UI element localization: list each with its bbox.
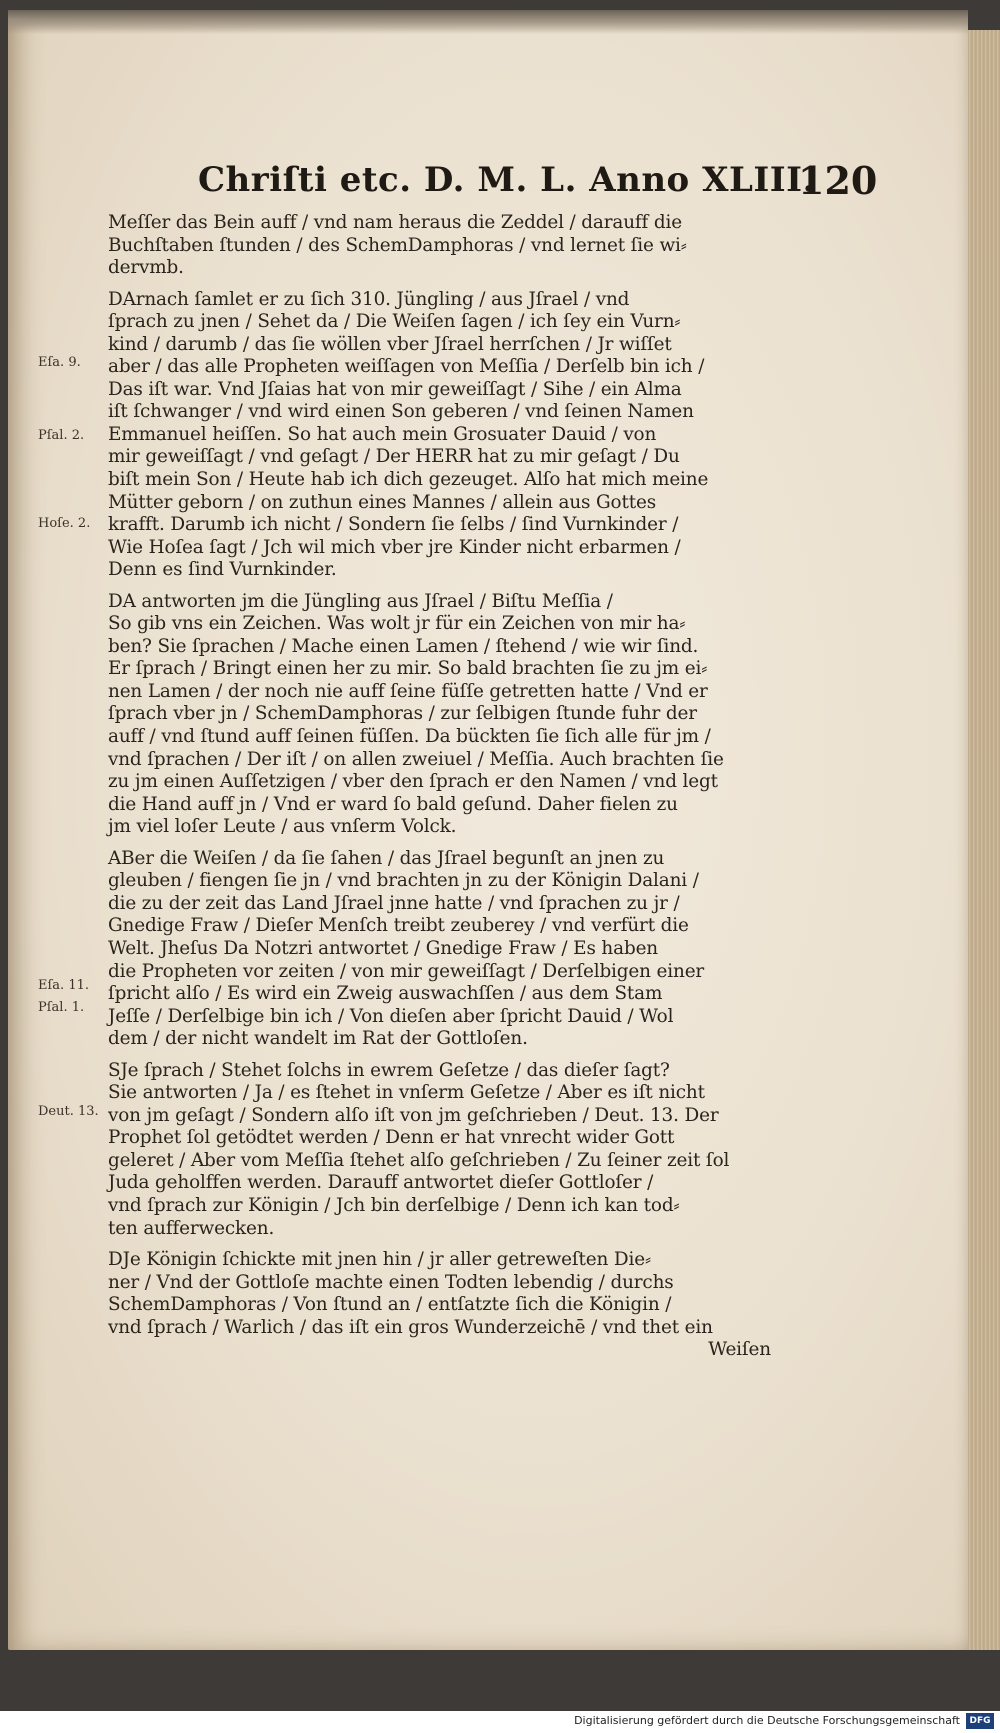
text-line: geleret / Aber vom Meſſia ſtehet alſo geſchrieben / Zu ſeiner zeit ſol xyxy=(108,1149,730,1171)
text-line: jm viel loſer Leute / aus vnſerm Volck. xyxy=(108,816,457,838)
text-line: Buchſtaben ſtunden / des SchemDamphoras / vnd lernet ſie wi⸗ xyxy=(108,234,687,256)
text-line: die Propheten vor zeiten / von mir geweiſſagt / Derſelbigen einer xyxy=(108,960,705,982)
margin-note: Deut. 13. xyxy=(38,1104,99,1119)
margin-note: Hoſe. 2. xyxy=(38,516,91,531)
text-line: Emmanuel heiſſen. So hat auch mein Grosuater Dauid / von xyxy=(108,423,657,445)
margin-notes xyxy=(38,10,98,1610)
text-line: dervmb. xyxy=(108,257,184,279)
body-text xyxy=(108,212,773,1339)
book-page xyxy=(8,10,968,1650)
paragraph xyxy=(108,212,773,280)
page-number: 120 xyxy=(798,158,878,203)
paragraph-gap xyxy=(108,1240,773,1249)
paragraph-gap xyxy=(108,839,773,848)
page-top-edge xyxy=(8,10,968,34)
text-line: die zu der zeit das Land Jſrael jnne hatte / vnd ſprachen zu jr / xyxy=(108,892,680,914)
text-line: DJe Königin ſchickte mit jnen hin / jr aller getreweſten Die⸗ xyxy=(108,1249,651,1271)
text-line: die Hand auff jn / Vnd er ward ſo bald geſund. Daher fielen zu xyxy=(108,793,678,815)
footer-bar xyxy=(0,1711,1000,1733)
text-line: Gnedige Fraw / Dieſer Menſch treibt zeuberey / vnd verfürt die xyxy=(108,915,689,937)
footer-credit: Digitalisierung gefördert durch die Deutsche Forschungsgemeinschaft xyxy=(574,1714,960,1727)
text-line: vnd ſprach / Warlich / das iſt ein gros Wunderzeichē / vnd thet ein xyxy=(108,1316,713,1338)
text-line: vnd ſprachen / Der iſt / on allen zweiuel / Meſſia. Auch brachten ſie xyxy=(108,748,724,770)
text-line: ten aufferwecken. xyxy=(108,1217,275,1239)
text-line: aber / das alle Propheten weiſſagen von Meſſia / Derſelb bin ich / xyxy=(108,356,705,378)
catchword: Weiſen xyxy=(708,1339,771,1361)
text-line: ner / Vnd der Gottloſe machte einen Todten lebendig / durchs xyxy=(108,1271,674,1293)
text-line: nen Lamen / der noch nie auff ſeine füſſe getretten hatte / Vnd er xyxy=(108,680,708,702)
margin-note: Pſal. 2. xyxy=(38,428,85,443)
text-line: ſprach vber jn / SchemDamphoras / zur ſelbigen ſtunde fuhr der xyxy=(108,703,697,725)
text-line: von jm geſagt / Sondern alſo iſt von jm geſchrieben / Deut. 13. Der xyxy=(108,1104,719,1126)
paragraph xyxy=(108,848,773,1051)
margin-note: Eſa. 11. xyxy=(38,978,89,993)
paragraph-gap xyxy=(108,582,773,591)
text-line: Jeſſe / Derſelbige bin ich / Von dieſen aber ſpricht Dauid / Wol xyxy=(108,1005,674,1027)
paragraph xyxy=(108,591,773,839)
text-line: Meſſer das Bein auff / vnd nam heraus die Zeddel / darauff die xyxy=(108,212,682,233)
text-line: ABer die Weiſen / da ſie ſahen / das Jſrael begunſt an jnen zu xyxy=(108,847,665,869)
text-line: Denn es ſind Vurnkinder. xyxy=(108,559,337,581)
margin-note: Eſa. 9. xyxy=(38,355,81,370)
paragraph xyxy=(108,289,773,582)
text-line: ſpricht alſo / Es wird ein Zweig auswachſſen / aus dem Stam xyxy=(108,983,663,1005)
text-line: DA antworten jm die Jüngling aus Jſrael / Biſtu Meſſia / xyxy=(108,590,613,612)
text-line: vnd ſprach zur Königin / Jch bin derſelbige / Denn ich kan tod⸗ xyxy=(108,1194,680,1216)
text-line: ben? Sie ſprachen / Mache einen Lamen / ſtehend / wie wir ſind. xyxy=(108,635,699,657)
text-line: ſprach zu jnen / Sehet da / Die Weiſen ſagen / ich ſey ein Vurn⸗ xyxy=(108,311,681,333)
running-head xyxy=(198,158,878,212)
text-line: SJe ſprach / Stehet ſolchs in ewrem Geſetze / das dieſer ſagt? xyxy=(108,1059,670,1081)
text-line: So gib vns ein Zeichen. Was wolt jr für ein Zeichen von mir ha⸗ xyxy=(108,613,686,635)
text-line: Wie Hoſea ſagt / Jch wil mich vber jre Kinder nicht erbarmen / xyxy=(108,536,681,558)
text-line: kind / darumb / das ſie wöllen vber Jſrael herrſchen / Jr wiſſet xyxy=(108,333,672,355)
text-line: iſt ſchwanger / vnd wird einen Son geberen / vnd ſeinen Namen xyxy=(108,401,694,423)
text-line: Sie antworten / Ja / es ſtehet in vnſerm Geſetze / Aber es iſt nicht xyxy=(108,1082,705,1104)
text-line: krafft. Darumb ich nicht / Sondern ſie ſelbs / ſind Vurnkinder / xyxy=(108,514,679,536)
paragraph xyxy=(108,1249,773,1339)
paragraph-gap xyxy=(108,280,773,289)
text-line: Das iſt war. Vnd Jſaias hat von mir geweiſſagt / Sihe / ein Alma xyxy=(108,378,682,400)
text-line: biſt mein Son / Heute hab ich dich gezeuget. Alſo hat mich meine xyxy=(108,469,709,491)
text-line: Er ſprach / Bringt einen her zu mir. So bald brachten ſie zu jm ei⸗ xyxy=(108,658,708,680)
text-line: Welt. Jheſus Da Notzri antwortet / Gnedige Fraw / Es haben xyxy=(108,937,658,959)
text-line: DArnach ſamlet er zu ſich 310. Jüngling / aus Jſrael / vnd xyxy=(108,288,630,310)
dfg-logo-icon: DFG xyxy=(966,1713,994,1729)
text-line: mir geweiſſagt / vnd geſagt / Der HERR hat zu mir geſagt / Du xyxy=(108,446,680,468)
paragraph xyxy=(108,1060,773,1240)
page-content xyxy=(108,158,878,1362)
text-line: Prophet ſol getödtet werden / Denn er hat vnrecht wider Gott xyxy=(108,1127,675,1149)
text-line: SchemDamphoras / Von ſtund an / entſatzte ſich die Königin / xyxy=(108,1294,672,1316)
paragraph-gap xyxy=(108,1051,773,1060)
text-line: dem / der nicht wandelt im Rat der Gottloſen. xyxy=(108,1028,528,1050)
margin-note: Pſal. 1. xyxy=(38,1000,85,1015)
text-line: auff / vnd ſtund auff ſeinen füſſen. Da bückten ſie ſich alle für jm / xyxy=(108,726,711,748)
text-line: Juda geholffen werden. Darauff antwortet dieſer Gottloſer / xyxy=(108,1172,654,1194)
text-line: zu jm einen Auſſetzigen / vber den ſprach er den Namen / vnd legt xyxy=(108,771,718,793)
text-line: Mütter geborn / on zuthun eines Mannes / allein aus Gottes xyxy=(108,491,656,513)
text-line: gleuben / fiengen ſie jn / vnd brachten jn zu der Königin Dalani / xyxy=(108,870,699,892)
header-title: Chriſti etc. D. M. L. Anno XLIII. xyxy=(198,160,815,200)
